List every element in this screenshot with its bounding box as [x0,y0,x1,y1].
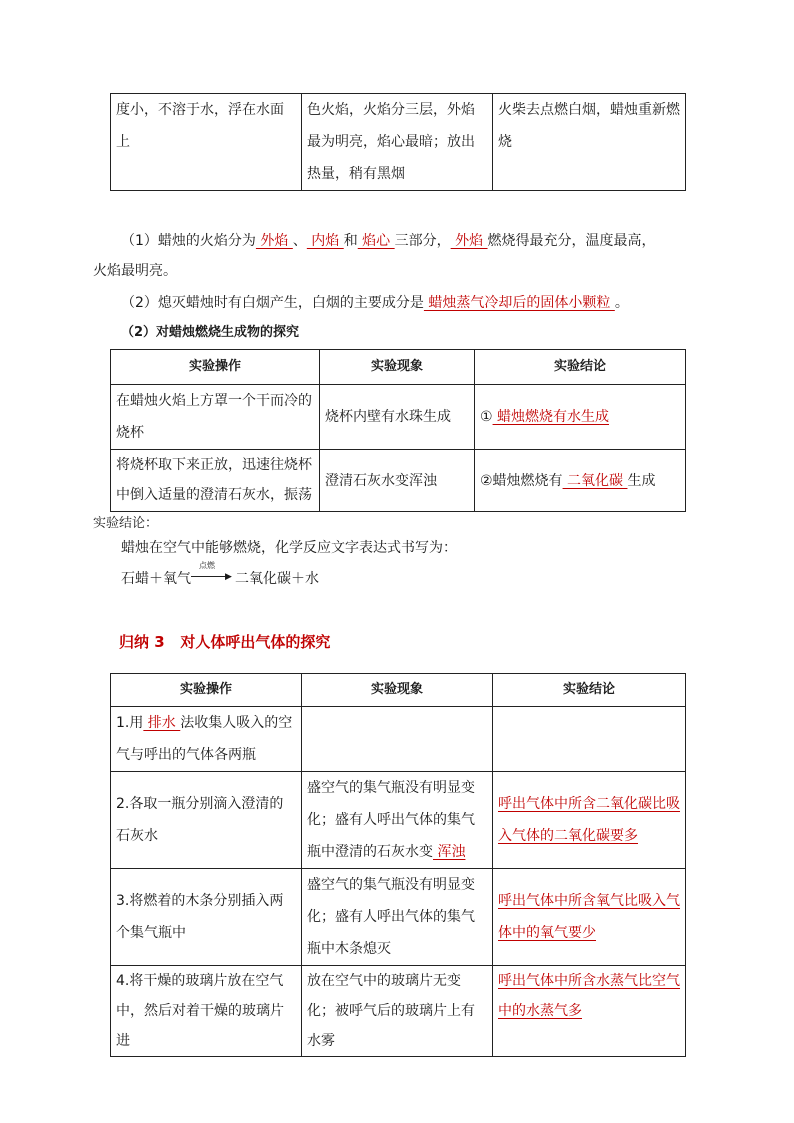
column-header: 实验现象 [320,350,475,385]
text: 1.用 [116,715,144,731]
answer-blank: 浑浊 [433,844,466,860]
table-cell [493,707,686,772]
text: （2）熄灭蜡烛时有白烟产生，白烟的主要成分是 [121,295,424,311]
column-header: 实验结论 [493,674,686,707]
table-continued [110,93,686,191]
column-header: 实验操作 [111,350,320,385]
table-cell: 放在空气中的玻璃片无变化；被呼气后的玻璃片上有水雾 [302,966,493,1057]
paragraph-flame [93,226,703,286]
text: 生成 [627,472,656,489]
table-cell [475,450,686,512]
answer-blank: 外焰 [450,233,488,249]
table-header-row [111,350,686,385]
table-cell: 烧杯内壁有水珠生成 [320,385,475,450]
text: ②蜡烛燃烧有 [480,472,563,489]
answer-blank: 二氧化碳 [562,472,628,489]
table-cell [475,385,686,450]
table-row [111,450,686,512]
breath-table [110,673,686,1057]
table-cell: 盛空气的集气瓶没有明显变化；盛有人呼出气体的集气瓶中木条熄灭 [302,869,493,966]
conclusion-label: 实验结论： [93,516,159,531]
reaction-arrow-head-icon: ▶ [225,572,232,582]
paragraph-line [93,226,703,256]
table-cell [302,707,493,772]
equation-left: 石蜡＋氧气 [121,571,191,587]
table-row [111,94,686,191]
column-header: 实验结论 [475,350,686,385]
table-cell [111,707,302,772]
answer-blank: 内焰 [306,233,344,249]
table-row [111,772,686,869]
table-cell: 3.将燃着的木条分别插入两个集气瓶中 [111,869,302,966]
conclusion-text: 蜡烛在空气中能够燃烧，化学反应文字表达式书写为： [121,540,457,556]
table-cell [493,772,686,869]
answer-blank: 蜡烛蒸气冷却后的固体小颗粒 [423,295,615,311]
table-header-row [111,674,686,707]
section-heading: 归纳 3 对人体呼出气体的探究 [119,633,331,651]
text: 法收集人吸入的空气与呼出的气体各两瓶 [116,715,293,763]
section-title: （2）对蜡烛燃烧生成物的探究 [121,325,300,340]
table-cell: 火柴去点燃白烟，蜡烛重新燃烧 [493,94,686,191]
equation-right: 二氧化碳＋水 [235,571,319,587]
answer-blank: 蜡烛燃烧有水生成 [492,409,610,425]
table-cell: 在蜡烛火焰上方罩一个干而冷的烧杯 [111,385,320,450]
text: 、 [292,233,307,249]
answer-blank: 排水 [143,715,181,731]
answer-blank: 呼出气体中所含氧气比吸入气体中的氧气要少 [498,893,680,941]
text: 燃烧得最充分，温度最高， [487,233,656,249]
table-cell: 将烧杯取下来正放，迅速往烧杯中倒入适量的澄清石灰水，振荡 [111,450,320,512]
table-row [111,707,686,772]
text: ① [480,409,493,425]
text: 和 [343,233,358,249]
text: 。 [614,295,629,311]
table-cell [493,869,686,966]
table-cell [493,966,686,1057]
table-cell: 4.将干燥的玻璃片放在空气中，然后对着干燥的玻璃片进 [111,966,302,1057]
paragraph-smoke [121,288,711,318]
column-header: 实验操作 [111,674,302,707]
table-cell: 澄清石灰水变浑浊 [320,450,475,512]
answer-blank: 外焰 [255,233,293,249]
text: 盛空气的集气瓶没有明显变化；盛有人呼出气体的集气瓶中澄清的石灰水变 [307,780,475,860]
products-table [110,349,686,512]
table-cell: 2.各取一瓶分别滴入澄清的石灰水 [111,772,302,869]
paragraph-line: 火焰最明亮。 [93,263,177,279]
answer-blank: 呼出气体中所含水蒸气比空气中的水蒸气多 [498,973,680,1019]
table-row [111,966,686,1057]
table-cell [302,772,493,869]
equation-condition: 点燃 [199,561,215,570]
table-row [111,385,686,450]
column-header: 实验现象 [302,674,493,707]
answer-blank: 呼出气体中所含二氧化碳比吸入气体的二氧化碳要多 [498,796,680,844]
table-row [111,869,686,966]
text: 三部分， [394,233,451,249]
table-cell: 度小，不溶于水，浮在水面上 [111,94,302,191]
table-cell: 色火焰，火焰分三层，外焰最为明亮，焰心最暗；放出热量，稍有黑烟 [302,94,493,191]
answer-blank: 焰心 [357,233,395,249]
text: （1）蜡烛的火焰分为 [121,233,256,249]
